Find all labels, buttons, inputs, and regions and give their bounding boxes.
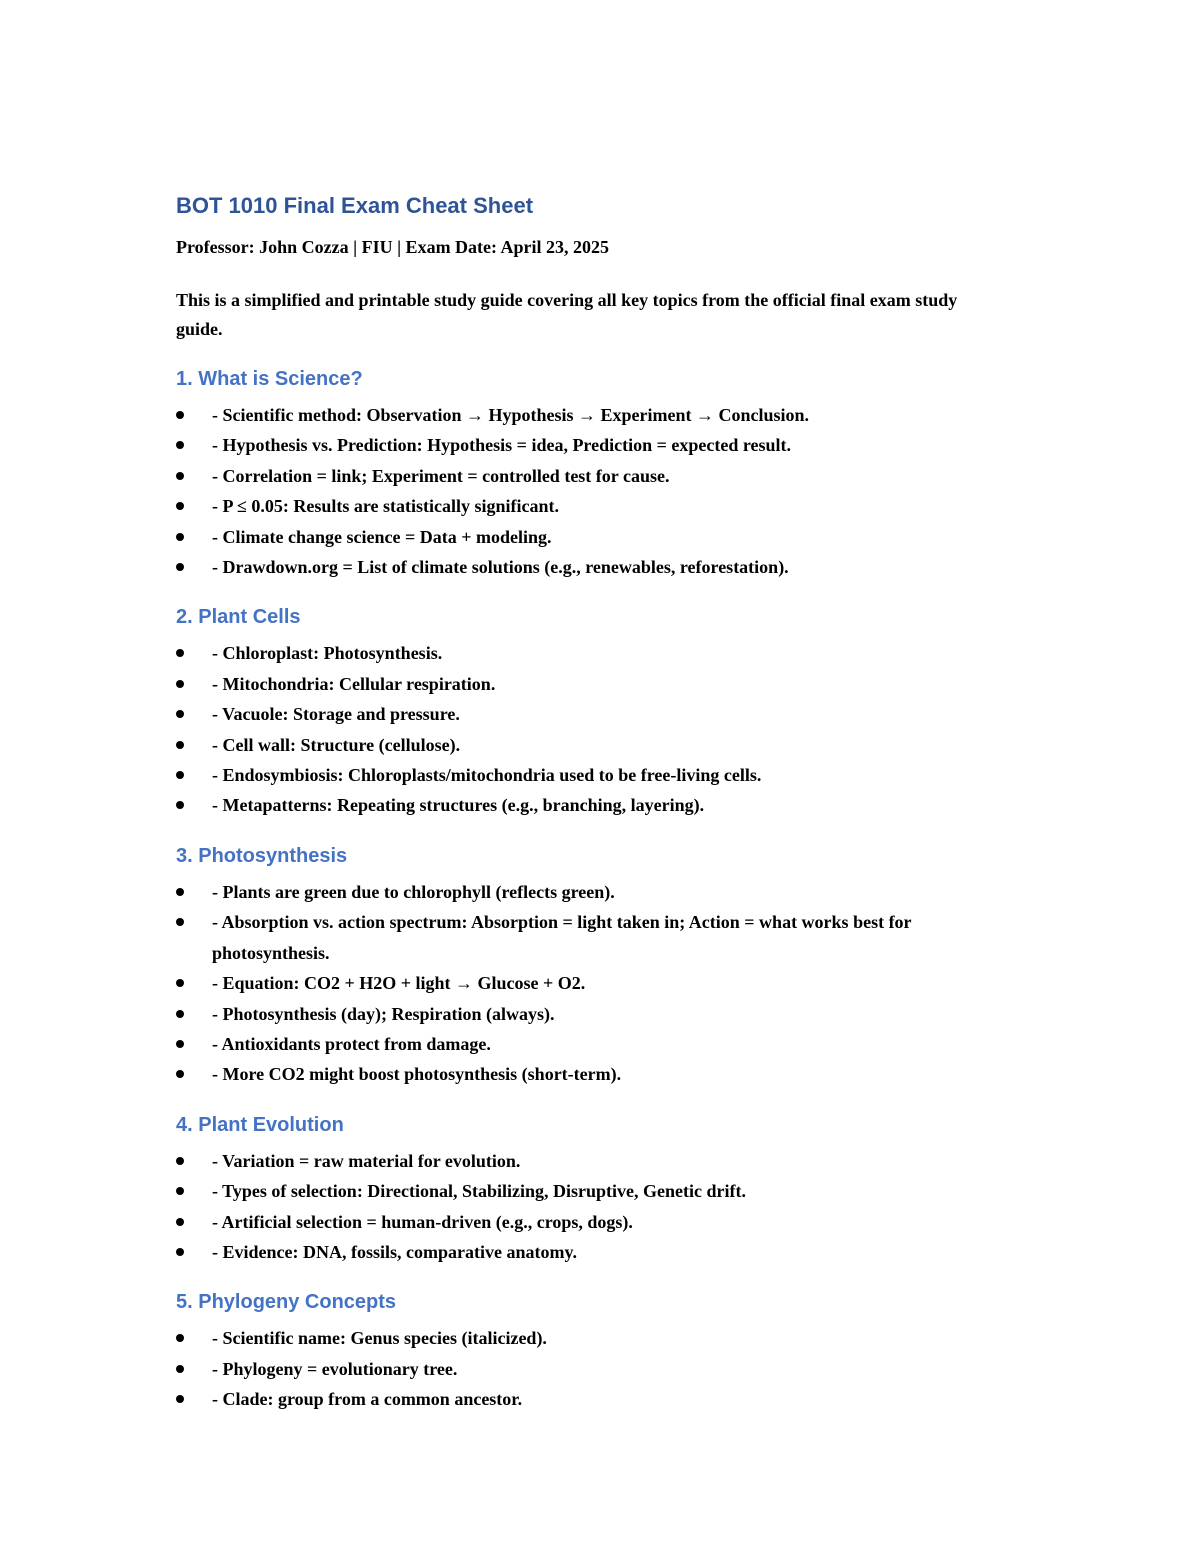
bullet-icon bbox=[176, 1157, 184, 1165]
sections-container bbox=[176, 364, 1026, 1415]
section-photosynthesis bbox=[176, 841, 1026, 1090]
section-heading: 4. Plant Evolution bbox=[176, 1113, 344, 1136]
list-item-text: - Chloroplast: Photosynthesis. bbox=[212, 643, 443, 664]
list-item-text: - Types of selection: Directional, Stabilizing, Disruptive, Genetic drift. bbox=[212, 1181, 746, 1202]
list-item bbox=[176, 638, 1012, 668]
list-item bbox=[176, 1237, 1012, 1267]
bullet-icon bbox=[176, 1187, 184, 1195]
list-item bbox=[176, 1354, 1012, 1384]
list-item bbox=[176, 1176, 1012, 1206]
bullet-icon bbox=[176, 888, 184, 896]
list-item-text: - Clade: group from a common ancestor. bbox=[212, 1389, 523, 1410]
section-heading: 5. Phylogeny Concepts bbox=[176, 1291, 397, 1314]
bullet-icon bbox=[176, 563, 184, 571]
list-item bbox=[176, 1384, 1012, 1414]
list-item bbox=[176, 1029, 1012, 1059]
list-item-text: - Absorption vs. action spectrum: Absorption = light taken in; Action = what works best for photosynthesis. bbox=[212, 912, 912, 963]
list-item-text: - Scientific name: Genus species (italicized). bbox=[212, 1328, 547, 1349]
bullet-icon bbox=[176, 710, 184, 718]
list-item-text: - Vacuole: Storage and pressure. bbox=[212, 704, 460, 725]
bullet-icon bbox=[176, 411, 184, 419]
list-item bbox=[176, 1146, 1012, 1176]
list-item bbox=[176, 699, 1012, 729]
bullet-icon bbox=[176, 741, 184, 749]
bullet-list bbox=[176, 877, 1026, 1090]
bullet-icon bbox=[176, 472, 184, 480]
bullet-icon bbox=[176, 1395, 184, 1403]
bullet-icon bbox=[176, 441, 184, 449]
list-item bbox=[176, 968, 1012, 998]
list-item-text: - Plants are green due to chlorophyll (reflects green). bbox=[212, 881, 615, 902]
bullet-icon bbox=[176, 1070, 184, 1078]
bullet-list bbox=[176, 400, 1026, 582]
list-item bbox=[176, 1323, 1012, 1353]
document-body bbox=[176, 190, 1026, 1435]
bullet-icon bbox=[176, 533, 184, 541]
bullet-icon bbox=[176, 649, 184, 657]
section-plant-cells bbox=[176, 602, 1026, 820]
list-item bbox=[176, 461, 1012, 491]
list-item bbox=[176, 999, 1012, 1029]
exam-info-line: Professor: John Cozza | FIU | Exam Date: April 23, 2025 bbox=[176, 237, 610, 257]
bullet-icon bbox=[176, 1248, 184, 1256]
list-item-text: - Hypothesis vs. Prediction: Hypothesis = idea, Prediction = expected result. bbox=[212, 435, 791, 456]
list-item bbox=[176, 491, 1012, 521]
list-item bbox=[176, 760, 1012, 790]
bullet-icon bbox=[176, 680, 184, 688]
list-item-text: - Artificial selection = human-driven (e.g., crops, dogs). bbox=[212, 1211, 633, 1232]
list-item bbox=[176, 669, 1012, 699]
bullet-list bbox=[176, 638, 1026, 820]
list-item-text: - Endosymbiosis: Chloroplasts/mitochondria used to be free-living cells. bbox=[212, 765, 762, 786]
list-item-text: - Phylogeny = evolutionary tree. bbox=[212, 1358, 458, 1379]
list-item bbox=[176, 1059, 1012, 1089]
section-heading: 2. Plant Cells bbox=[176, 606, 301, 629]
list-item bbox=[176, 1207, 1012, 1237]
page-title: BOT 1010 Final Exam Cheat Sheet bbox=[176, 193, 534, 218]
bullet-icon bbox=[176, 771, 184, 779]
bullet-list bbox=[176, 1323, 1026, 1414]
section-plant-evolution bbox=[176, 1110, 1026, 1268]
bullet-icon bbox=[176, 1334, 184, 1342]
list-item-text: - Cell wall: Structure (cellulose). bbox=[212, 734, 461, 755]
section-heading: 1. What is Science? bbox=[176, 368, 363, 390]
list-item bbox=[176, 400, 1012, 430]
bullet-icon bbox=[176, 502, 184, 510]
list-item bbox=[176, 907, 1012, 968]
list-item-text: - Metapatterns: Repeating structures (e.g., branching, layering). bbox=[212, 795, 705, 816]
list-item-text: - More CO2 might boost photosynthesis (short-term). bbox=[212, 1064, 622, 1085]
bullet-icon bbox=[176, 1040, 184, 1048]
list-item bbox=[176, 430, 1012, 460]
bullet-icon bbox=[176, 1365, 184, 1373]
bullet-icon bbox=[176, 801, 184, 809]
bullet-icon bbox=[176, 918, 184, 926]
list-item bbox=[176, 790, 1012, 820]
list-item-text: - Variation = raw material for evolution. bbox=[212, 1150, 521, 1171]
list-item-text: - Climate change science = Data + modeling. bbox=[212, 526, 552, 547]
list-item-text: - Evidence: DNA, fossils, comparative anatomy. bbox=[212, 1241, 577, 1262]
list-item-text: - Antioxidants protect from damage. bbox=[212, 1033, 491, 1054]
list-item-text: - Equation: CO2 + H2O + light → Glucose + O2. bbox=[212, 973, 586, 994]
list-item bbox=[176, 877, 1012, 907]
list-item bbox=[176, 552, 1012, 582]
section-what-is-science bbox=[176, 364, 1026, 582]
bullet-icon bbox=[176, 1010, 184, 1018]
intro-paragraph: This is a simplified and printable study guide covering all key topics from the official final exam study guide. bbox=[176, 290, 958, 339]
bullet-icon bbox=[176, 1218, 184, 1226]
section-phylogeny-concepts bbox=[176, 1287, 1026, 1414]
list-item-text: - Mitochondria: Cellular respiration. bbox=[212, 673, 496, 694]
bullet-icon bbox=[176, 979, 184, 987]
section-heading: 3. Photosynthesis bbox=[176, 844, 348, 867]
list-item-text: - P ≤ 0.05: Results are statistically significant. bbox=[212, 496, 560, 517]
list-item-text: - Drawdown.org = List of climate solutions (e.g., renewables, reforestation). bbox=[212, 557, 789, 578]
list-item-text: - Scientific method: Observation → Hypothesis → Experiment → Conclusion. bbox=[212, 405, 809, 425]
list-item-text: - Photosynthesis (day); Respiration (always). bbox=[212, 1003, 555, 1024]
list-item bbox=[176, 522, 1012, 552]
list-item bbox=[176, 730, 1012, 760]
bullet-list bbox=[176, 1146, 1026, 1268]
list-item-text: - Correlation = link; Experiment = controlled test for cause. bbox=[212, 465, 670, 486]
